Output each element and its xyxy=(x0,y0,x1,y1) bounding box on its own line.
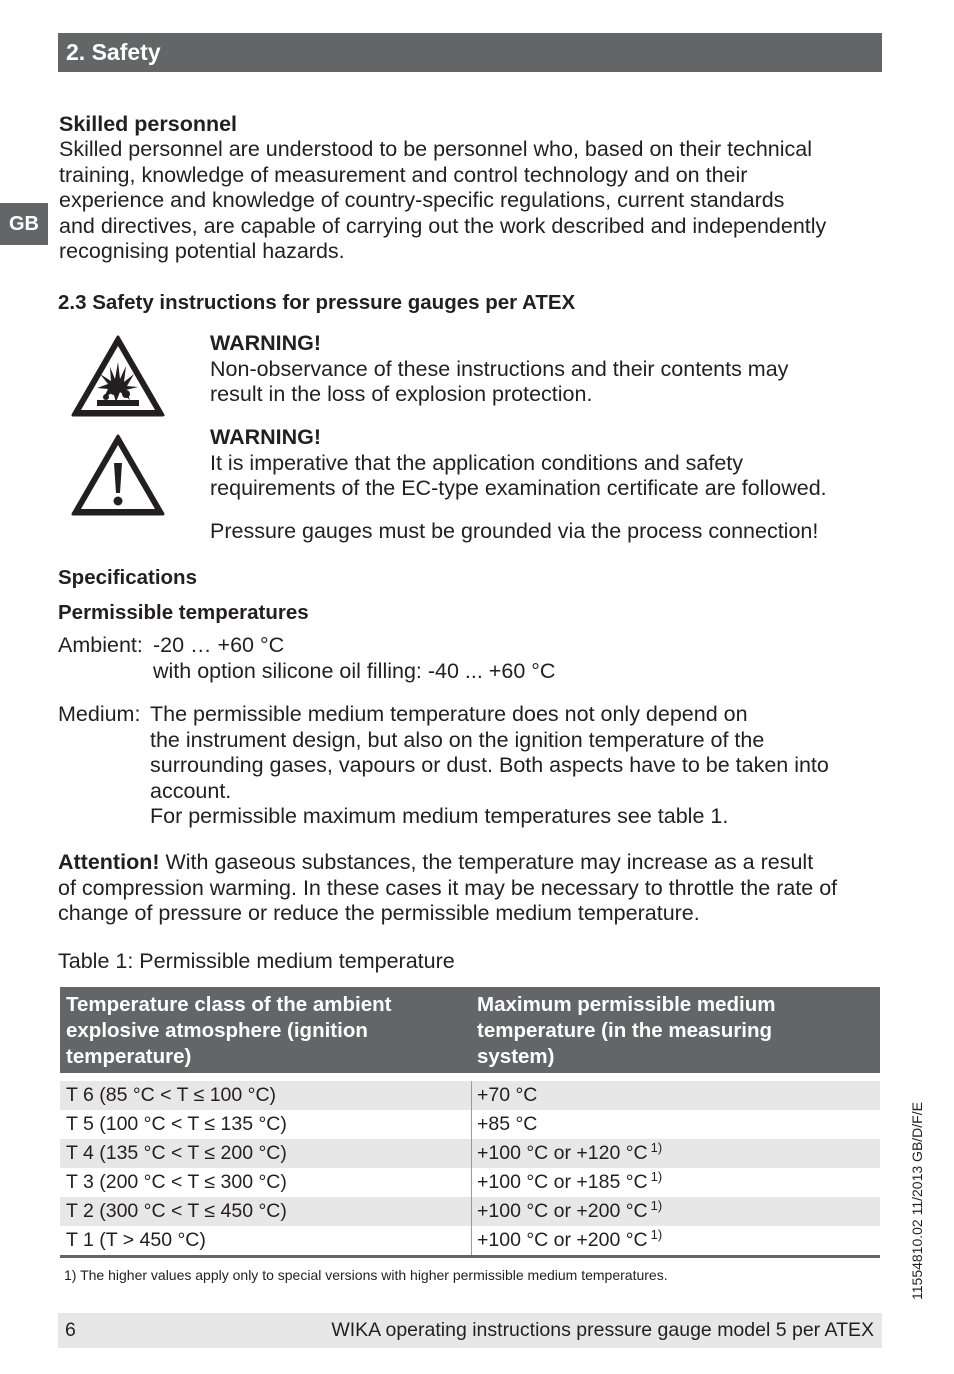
temperature-class-cell: T 5 (100 °C < T ≤ 135 °C) xyxy=(66,1113,287,1135)
footnote-ref: 1) xyxy=(650,1168,663,1184)
header-line: explosive atmosphere (ignition xyxy=(66,1019,368,1042)
max-temperature-value: +85 °C xyxy=(477,1113,538,1135)
header-line: temperature) xyxy=(66,1045,192,1068)
warning-text-line: result in the loss of explosion protection. xyxy=(210,382,593,406)
text-line: experience and knowledge of country-specific regulations, current standards xyxy=(59,188,785,212)
language-tab: GB xyxy=(0,203,48,245)
max-temperature-value: +100 °C or +185 °C xyxy=(477,1171,648,1193)
attention-label: Attention! xyxy=(58,850,160,874)
warning-ec-certificate xyxy=(210,425,880,502)
header-line: system) xyxy=(477,1045,555,1068)
explosive-warning-icon xyxy=(70,334,166,418)
document-code: 11554810.02 11/2013 GB/D/F/E xyxy=(909,1102,925,1300)
text-line: Skilled personnel are understood to be personnel who, based on their technical xyxy=(59,137,812,161)
warning-text-line: requirements of the EC-type examination certificate are followed. xyxy=(210,476,827,500)
section-title: 2. Safety xyxy=(58,33,882,72)
max-temperature-value: +100 °C or +120 °C xyxy=(477,1142,648,1164)
temperature-class-cell: T 1 (T > 450 °C) xyxy=(66,1229,206,1251)
header-line: Maximum permissible medium xyxy=(477,993,776,1016)
table-row xyxy=(60,1110,880,1139)
table-caption: Table 1: Permissible medium temperature xyxy=(58,949,455,973)
warning-explosion-protection xyxy=(210,331,870,408)
page-number: 6 xyxy=(65,1319,76,1341)
text-line: account. xyxy=(150,778,232,803)
max-temperature-value: +70 °C xyxy=(477,1084,538,1106)
text-line: change of pressure or reduce the permissible medium temperature. xyxy=(58,901,700,925)
warning-text-line: Non-observance of these instructions and their contents may xyxy=(210,356,789,381)
text-line: surrounding gases, vapours or dust. Both aspects have to be taken into xyxy=(150,753,829,777)
table-row xyxy=(60,1226,880,1255)
medium-description xyxy=(150,702,880,830)
header-max-medium-temperature xyxy=(477,992,872,1070)
table-row xyxy=(60,1168,880,1197)
header-temperature-class xyxy=(66,992,466,1070)
max-temperature-cell xyxy=(477,1081,540,1110)
ambient-label: Ambient: xyxy=(58,633,143,657)
max-temperature-value: +100 °C or +200 °C xyxy=(477,1229,648,1251)
max-temperature-cell xyxy=(477,1110,540,1139)
temperature-class-cell: T 6 (85 °C < T ≤ 100 °C) xyxy=(66,1084,277,1106)
ambient-option: with option silicone oil filling: -40 ... +60 °C xyxy=(153,659,556,683)
table-row xyxy=(60,1139,880,1168)
text-line: training, knowledge of measurement and control technology and on their xyxy=(59,162,748,187)
ambient-value: -20 … +60 °C xyxy=(153,633,285,657)
skilled-personnel-text xyxy=(59,137,889,265)
table-header xyxy=(60,987,880,1073)
page-footer xyxy=(58,1313,882,1348)
temperature-class-cell: T 3 (200 °C < T ≤ 300 °C) xyxy=(66,1171,287,1193)
text-line: of compression warming. In these cases it may be necessary to throttle the rate of xyxy=(58,875,838,900)
table-row xyxy=(60,1081,880,1110)
table-footnote: 1) The higher values apply only to special versions with higher permissible medium temperatures. xyxy=(64,1267,668,1283)
medium-label: Medium: xyxy=(58,702,141,726)
footnote-ref: 1) xyxy=(650,1197,663,1213)
temperature-class-cell: T 4 (135 °C < T ≤ 200 °C) xyxy=(66,1142,287,1164)
attention-first-line: With gaseous substances, the temperature may increase as a result xyxy=(159,850,814,874)
max-temperature-cell xyxy=(477,1168,662,1197)
table-body xyxy=(60,1081,880,1258)
atex-section-heading: 2.3 Safety instructions for pressure gauges per ATEX xyxy=(58,291,576,314)
text-line: The permissible medium temperature does not only depend on xyxy=(150,702,748,726)
grounding-note: Pressure gauges must be grounded via the process connection! xyxy=(210,519,819,543)
column-divider xyxy=(471,1081,472,1255)
footer-title: WIKA operating instructions pressure gauge model 5 per ATEX xyxy=(331,1319,874,1341)
warning-title: WARNING! xyxy=(210,331,322,355)
permissible-temperatures-heading: Permissible temperatures xyxy=(58,601,309,624)
max-temperature-cell xyxy=(477,1197,662,1226)
attention-paragraph xyxy=(58,850,868,927)
text-line: For permissible maximum medium temperatures see table 1. xyxy=(150,804,729,828)
warning-text-line: It is imperative that the application conditions and safety xyxy=(210,450,744,475)
text-line: the instrument design, but also on the ignition temperature of the xyxy=(150,727,765,752)
general-warning-icon xyxy=(70,433,166,517)
temperature-class-cell: T 2 (300 °C < T ≤ 450 °C) xyxy=(66,1200,287,1222)
text-line: recognising potential hazards. xyxy=(59,239,345,263)
footnote-ref: 1) xyxy=(650,1139,663,1155)
max-temperature-cell xyxy=(477,1139,662,1168)
specifications-heading: Specifications xyxy=(58,566,197,589)
max-temperature-value: +100 °C or +200 °C xyxy=(477,1200,648,1222)
table-row xyxy=(60,1197,880,1226)
text-line: and directives, are capable of carrying out the work described and independently xyxy=(59,213,827,238)
header-line: Temperature class of the ambient xyxy=(66,993,392,1016)
header-line: temperature (in the measuring xyxy=(477,1019,773,1042)
text-line xyxy=(58,850,868,876)
max-temperature-cell xyxy=(477,1226,662,1255)
skilled-personnel-heading: Skilled personnel xyxy=(59,112,238,136)
footnote-ref: 1) xyxy=(650,1226,663,1242)
warning-title: WARNING! xyxy=(210,425,322,449)
